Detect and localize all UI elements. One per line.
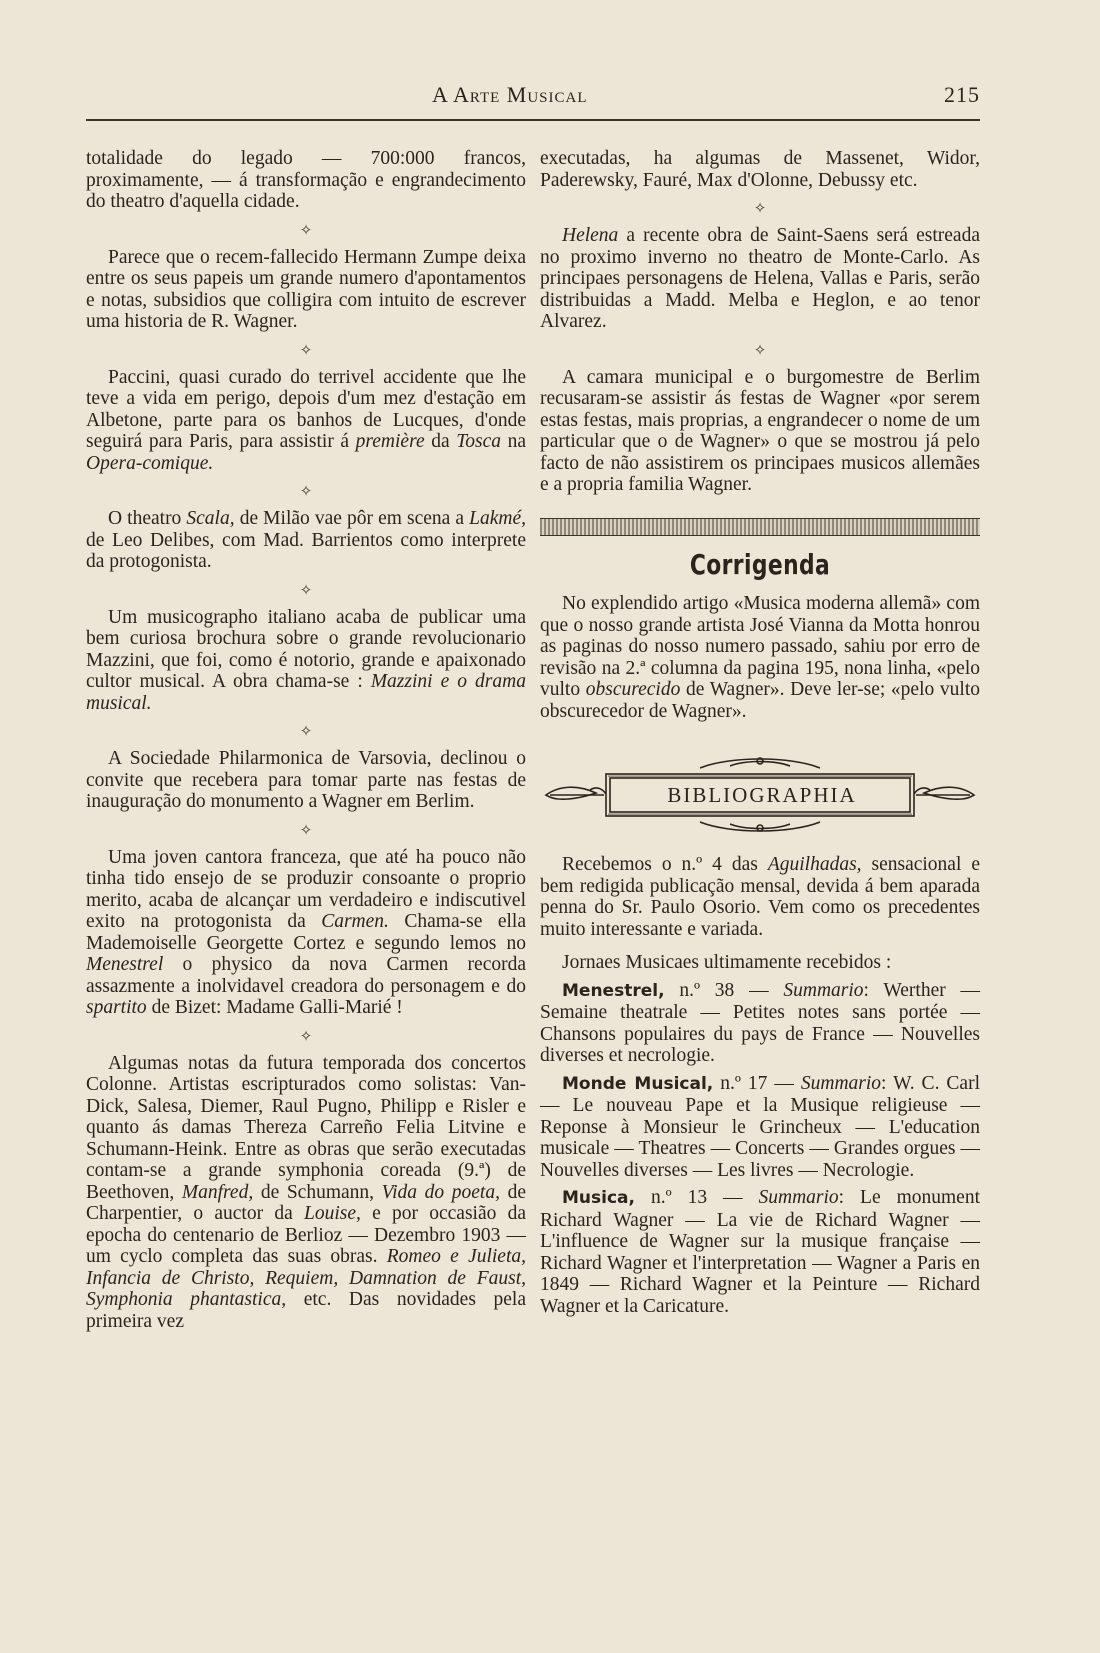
paragraph: O theatro Scala, de Milão vae pôr em scena a Lakmé, de Leo Delibes, com Mad. Barrientos como interprete da protogonista.: [86, 508, 526, 572]
bibliographia-heading: BIBLIOGRAPHIA: [667, 783, 857, 807]
list-item: Monde Musical, n.º 17 — Summario: W. C. Carl — Le nouveau Pape et la Musique religieuse — Reponse à Monsieur le Grincheux — L'education musicale — Theatres — Concerts — Grandes orgues — Nouvelles diverses — Les livres — Necrologie.: [540, 1072, 980, 1181]
running-title: A Arte Musical: [432, 82, 588, 107]
paragraph: Paccini, quasi curado do terrivel accidente que lhe teve a vida em perigo, depois d'um mez d'estação em Albetone, parte para os banhos de Lucques, d'onde seguirá para Paris, para assistir á première da Tosca na Opera-comique.: [86, 366, 527, 474]
paragraph: Uma joven cantora franceza, que até ha pouco não tinha tido ensejo de se produzir consoante o proprio merito, acaba de alcançar um verdadeiro e indiscutivel exito na protogonista da Carmen. Chama-se ella Mademoiselle Georgette Cortez e segundo lemos no Menestrel o physico da nova Carmen recorda assazmente a inolvidavel creadora do personagem e do spartito de Bizet: Madame Galli-Marié !: [86, 846, 526, 1018]
paragraph: Um musicographo italiano acaba de publicar uma bem curiosa brochura sobre o grande revolucionario Mazzini, que foi, como é notorio, grande e apaixonado cultor musical. A obra chama-se : Mazzini e o drama musical.: [86, 606, 526, 714]
right-column: [540, 148, 980, 1317]
bibliographia-banner: [540, 752, 980, 832]
paragraph: Helena a recente obra de Saint-Saens será estreada no proximo inverno no theatro de Monte-Carlo. As principaes personagens de Helena, Vallas e Paris, serão distribuidas a Madd. Melba e Heglon, e ao tenor Alvarez.: [540, 225, 980, 332]
paragraph: Algumas notas da futura temporada dos concertos Colonne. Artistas escripturados como solistas: Van-Dick, Salesa, Diemer, Raul Pugno, Philipp e Risler e quanto ás damas Thereza Carreño Felia Litvine e Schumann-Heink. Entre as obras que serão executadas contam-se a grande symphonia coreada (9.ª) de Beethoven, Manfred, de Schumann, Vida do poeta, de Charpentier, o auctor da Louise, e por occasião da epocha do centenario de Berlioz — Dezembro 1903 — um cyclo completa das suas obras. Romeo e Julieta, Infancia de Christo, Requiem, Damnation de Faust, Symphonia phantastica, etc. Das novidades pela primeira vez: [86, 1052, 526, 1332]
ornament-separator: ✧: [753, 342, 767, 359]
paragraph: executadas, ha algumas de Massenet, Widor, Paderewsky, Fauré, Max d'Olonne, Debussy etc.: [540, 148, 980, 191]
ornament-separator: ✧: [299, 222, 313, 239]
paragraph: Recebemos o n.º 4 das Aguilhadas, sensacional e bem redigida publicação mensal, devida á bem aparada penna do Sr. Paulo Osorio. Vem como os precedentes muito interessante e variada.: [540, 854, 980, 940]
ornament-separator: ✧: [753, 201, 767, 217]
left-column: [86, 148, 526, 1332]
ornament-separator: ✧: [299, 724, 313, 740]
paragraph: No explendido artigo «Musica moderna allemã» com que o nosso grande artista José Vianna da Motta honrou as paginas do nosso numero passado, sahiu por erro de revisão na 2.ª columna da pagina 195, nona linha, «pelo vulto obscurecido de Wagner». Deve ler-se; «pelo vulto obscurecedor de Wagner».: [540, 593, 980, 722]
paragraph: Parece que o recem-fallecido Hermann Zumpe deixa entre os seus papeis um grande numero d'apontamentos e notas, subsidios que colligira com intuito de escrever uma historia de R. Wagner.: [86, 246, 526, 332]
paragraph: A Sociedade Philarmonica de Varsovia, declinou o convite que recebera para tomar parte nas festas de inauguração do monumento a Wagner em Berlim.: [86, 748, 526, 812]
section-divider: [540, 518, 980, 536]
paragraph: totalidade do legado — 700:000 francos, proximamente, — á transformação e engrandecimento do theatro d'aquella cidade.: [86, 148, 526, 212]
journal-list: [540, 980, 980, 1318]
ornament-separator: ✧: [299, 342, 313, 359]
list-item: Musica, n.º 13 — Summario: Le monument Richard Wagner — La vie de Richard Wagner — L'influence de Wagner sur la musique française — Richard Wagner et l'interpretation — Wagner a Paris en 1849 — Richard Wagner et la Peinture — Richard Wagner et la Caricature.: [540, 1187, 980, 1317]
list-item: Menestrel, n.º 38 — Summario: Werther — Semaine theatrale — Petites notes sans portée — Chansons populaires du pays de France — Nouvelles diverses et necrologie.: [540, 979, 981, 1066]
ornament-separator: ✧: [299, 822, 313, 839]
ornament-separator: ✧: [299, 1028, 313, 1045]
paragraph: Jornaes Musicaes ultimamente recebidos :: [562, 952, 892, 973]
page-number: 215: [944, 82, 980, 107]
section-heading-corrigenda: Corrigenda: [689, 547, 831, 581]
ornament-separator: ✧: [299, 582, 313, 599]
header-rule: [86, 119, 980, 121]
paragraph: A camara municipal e o burgomestre de Berlim recusaram-se assistir ás festas de Wagner «por serem estas festas, mais proprias, a engrandecer o nome de um particular que o de Wagner» o que se mostrou já pelo facto de não assistirem os principaes musicos allemães e a propria familia Wagner.: [540, 366, 980, 495]
ornament-separator: ✧: [299, 484, 313, 500]
